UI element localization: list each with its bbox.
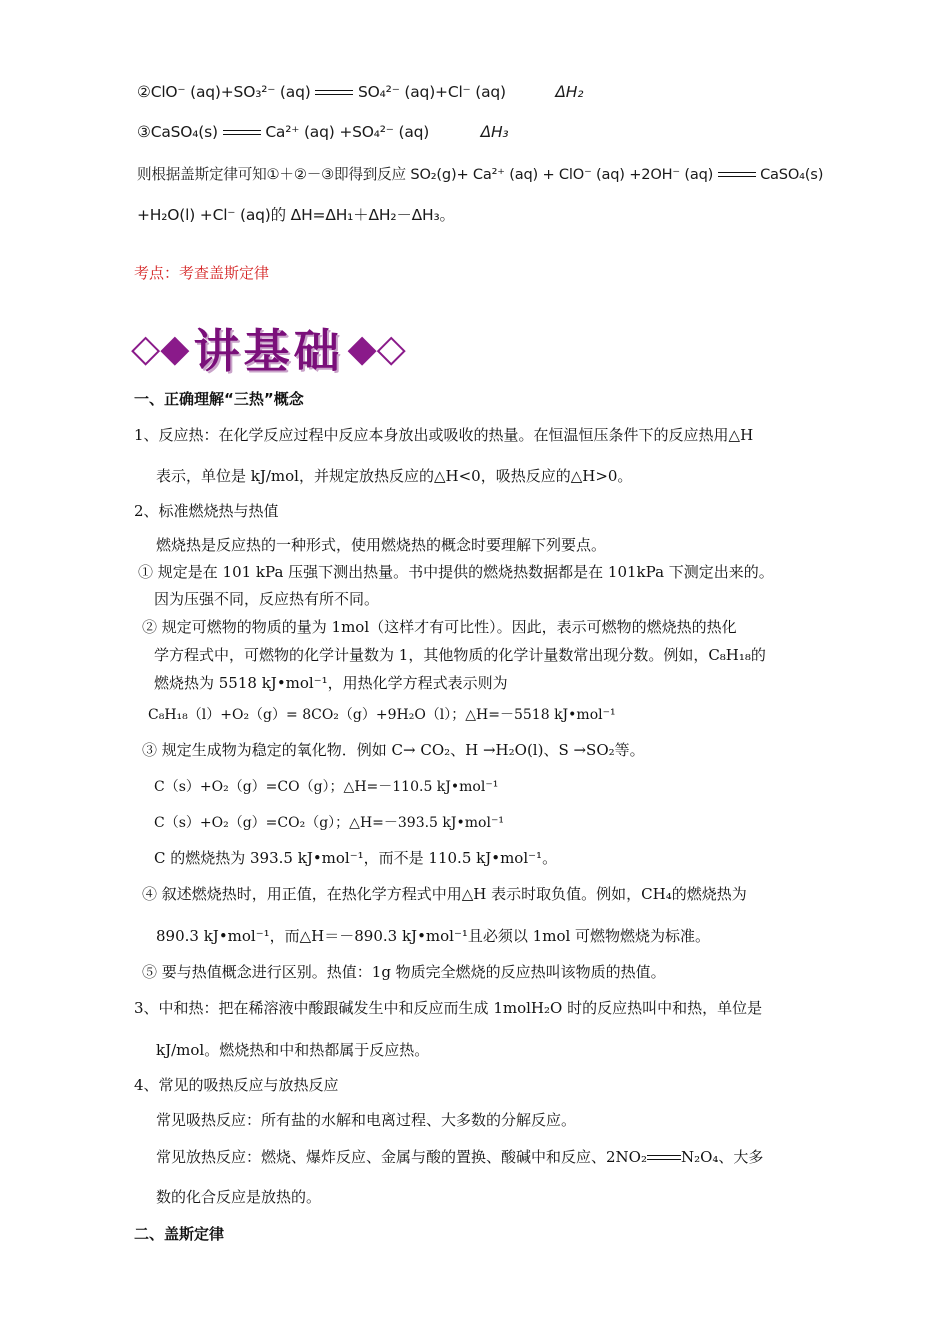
equals-arrow <box>223 128 261 138</box>
hess-line1-left: 则根据盖斯定律可知①＋②－③即得到反应 SO₂(g)+ Ca²⁺ (aq) + ClO⁻ (aq) +2OH⁻ (aq) <box>137 166 714 183</box>
equation-2 <box>137 83 583 101</box>
list-item-continued: 燃烧热为 5518 kJ•mol⁻¹，用热化学方程式表示则为 <box>154 674 508 692</box>
paragraph: 表示，单位是 kJ/mol，并规定放热反应的△H<0，吸热反应的△H>0。 <box>156 467 633 485</box>
thermochemical-equation: C（s）+O₂（g）=CO（g）；△H=－110.5 kJ•mol⁻¹ <box>154 779 499 795</box>
subheading: 4、常见的吸热反应与放热反应 <box>134 1076 339 1094</box>
paragraph: 1、反应热：在化学反应过程中反应本身放出或吸收的热量。在恒温恒压条件下的反应热用△H <box>134 426 754 444</box>
list-item: ② 规定可燃物的物质的量为 1mol（这样才有可比性）。因此，表示可燃物的燃烧热的热化 <box>142 618 737 636</box>
equilibrium-arrow <box>647 1153 681 1163</box>
diamond-icon: ◆◇ <box>347 326 406 370</box>
list-item: ⑤ 要与热值概念进行区别。热值：1g 物质完全燃烧的反应热叫该物质的热值。 <box>142 963 666 981</box>
paragraph: kJ/mol。燃烧热和中和热都属于反应热。 <box>156 1041 430 1059</box>
paragraph-right: N₂O₄、大多 <box>680 1148 764 1166</box>
equation-3-dh: ΔH₃ <box>480 123 509 141</box>
equation-2-dh: ΔH₂ <box>555 83 584 101</box>
list-item-continued: 890.3 kJ•mol⁻¹，而△H＝－890.3 kJ•mol⁻¹且必须以 1mol 可燃物燃烧为标准。 <box>156 927 711 945</box>
diamond-icon: ◇◆ <box>131 326 190 370</box>
banner-title: 讲基础 <box>193 324 344 378</box>
paragraph-left: 常见放热反应：燃烧、爆炸反应、金属与酸的置换、酸碱中和反应、2NO₂ <box>156 1148 647 1166</box>
list-item: ① 规定是在 101 kPa 压强下测出热量。书中提供的燃烧热数据都是在 101kPa 下测定出来的。 <box>138 563 774 581</box>
paragraph: 3、中和热：把在稀溶液中酸跟碱发生中和反应而生成 1molH₂O 时的反应热叫中和热，单位是 <box>134 999 763 1017</box>
equation-3-right: Ca²⁺ (aq) +SO₄²⁻ (aq) <box>265 123 430 141</box>
kaodian-label: 考点：考查盖斯定律 <box>134 264 270 282</box>
list-item: ③ 规定生成物为稳定的氧化物．例如 C→ CO₂、H →H₂O(l)、S →SO₂等。 <box>142 741 645 759</box>
equation-3-left: ③CaSO₄(s) <box>137 123 218 141</box>
list-item: ④ 叙述燃烧热时，用正值，在热化学方程式中用△H 表示时取负值。例如，CH₄的燃烧热为 <box>142 885 747 903</box>
paragraph <box>156 1146 763 1167</box>
equation-2-left: ②ClO⁻ (aq)+SO₃²⁻ (aq) <box>137 83 311 101</box>
paragraph: 常见吸热反应：所有盐的水解和电离过程、大多数的分解反应。 <box>156 1111 577 1129</box>
equation-2-right: SO₄²⁻ (aq)+Cl⁻ (aq) <box>358 83 506 101</box>
thermochemical-equation: C₈H₁₈（l）+O₂（g）= 8CO₂（g）+9H₂O（l）；△H=－5518 kJ•mol⁻¹ <box>148 707 616 723</box>
paragraph: 燃烧热是反应热的一种形式，使用燃烧热的概念时要理解下列要点。 <box>156 536 607 554</box>
list-item-continued: 学方程式中，可燃物的化学计量数为 1，其他物质的化学计量数常出现分数。例如，C₈H₁₈的 <box>154 646 766 664</box>
heading-1: 一、正确理解“三热”概念 <box>134 390 304 408</box>
heading-2: 二、盖斯定律 <box>134 1225 225 1243</box>
equals-arrow <box>315 88 353 98</box>
hess-equation-line2: +H₂O(l) +Cl⁻ (aq)的 ΔH=ΔH₁＋ΔH₂－ΔH₃。 <box>137 206 455 224</box>
subheading: 2、标准燃烧热与热值 <box>134 502 279 520</box>
paragraph: 数的化合反应是放热的。 <box>156 1188 322 1206</box>
list-item-continued: 因为压强不同，反应热有所不同。 <box>154 590 380 608</box>
paragraph: C 的燃烧热为 393.5 kJ•mol⁻¹，而不是 110.5 kJ•mol⁻¹。 <box>154 849 558 867</box>
equation-3 <box>137 123 508 141</box>
thermochemical-equation: C（s）+O₂（g）=CO₂（g）；△H=－393.5 kJ•mol⁻¹ <box>154 815 504 831</box>
hess-equation-line1 <box>137 163 823 184</box>
equals-arrow <box>718 170 756 180</box>
section-banner <box>131 316 406 380</box>
hess-line1-right: CaSO₄(s) <box>760 166 824 183</box>
